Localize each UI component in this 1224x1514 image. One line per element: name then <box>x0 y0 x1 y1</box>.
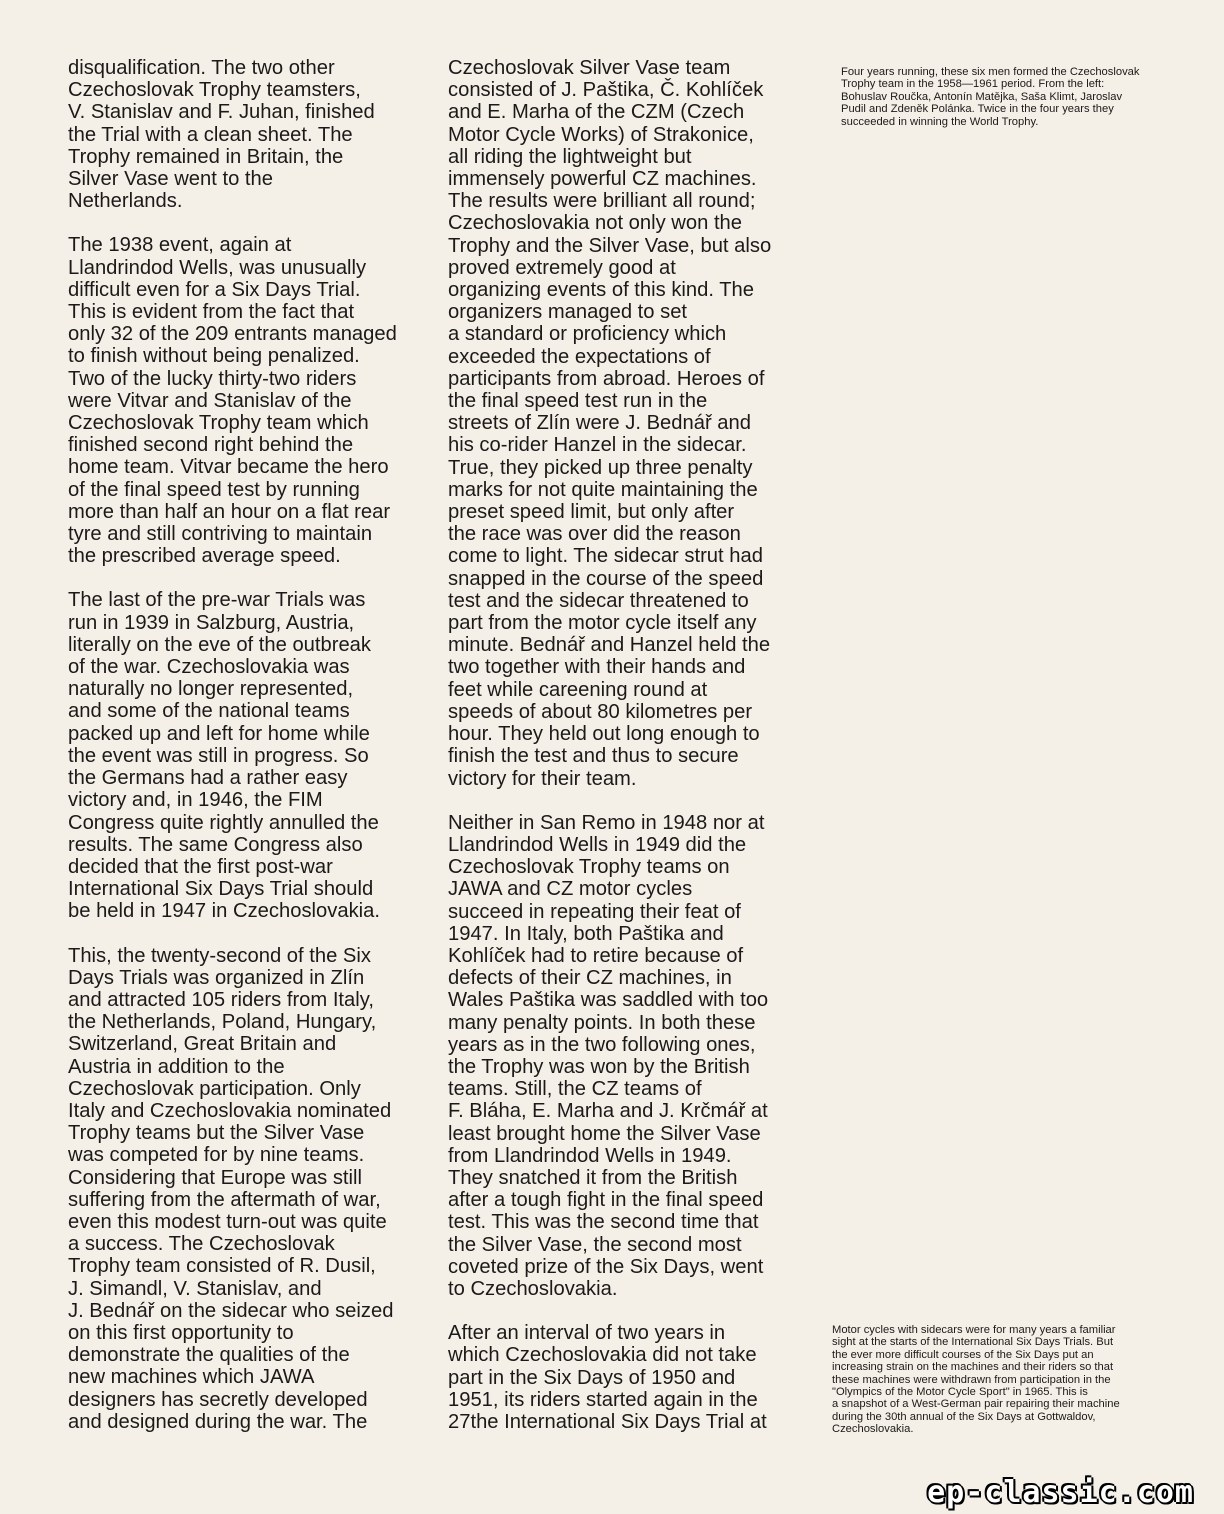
photo-caption-top: Four years running, these six men formed the Czechoslovak Trophy team in the 1958—1961 period. From the left: Bohuslav Roučka, Antonín Matějka, Saša Klimt, Jaroslav Pudil and Zdeněk Polánka. Twice in the four years they succeeded in winning the World Trophy. <box>841 66 1140 128</box>
site-watermark: ep-classic.com <box>927 1475 1194 1510</box>
text-column-left <box>68 57 440 1433</box>
paragraph: Neither in San Remo in 1948 nor at Llandrindod Wells in 1949 did the Czechoslovak Trophy teams on JAWA and CZ motor cycles succeed in repeating their feat of 1947. In Italy, both Paštika and Kohlíček had to retire because of defects of their CZ machines, in Wales Paštika was saddled with too many penalty points. In both these years as in the two following ones, the Trophy was won by the British teams. Still, the CZ teams of F. Bláha, E. Marha and J. Krčmář at least brought home the Silver Vase from Llandrindod Wells in 1949. They snatched it from the British after a tough fight in the final speed test. This was the second time that the Silver Vase, the second most coveted prize of the Six Days, went to Czechoslovakia. <box>448 811 769 1300</box>
paragraph: The last of the pre-war Trials was run in 1939 in Salzburg, Austria, literally on the eve of the outbreak of the war. Czechoslovakia was naturally no longer represented, and some of the national teams packed up and left for home while the event was still in progress. So the Germans had a rather easy victory and, in 1946, the FIM Congress quite rightly annulled the results. The same Congress also decided that the first post-war International Six Days Trial should be held in 1947 in Czechoslovakia. <box>68 589 380 923</box>
paragraph: disqualification. The two other Czechoslovak Trophy teamsters, V. Stanislav and F. Juhan, finished the Trial with a clean sheet. The Trophy remained in Britain, the Silver Vase went to the Netherlands. <box>68 57 375 213</box>
text-column-middle <box>448 57 818 1433</box>
paragraph: After an interval of two years in which Czechoslovakia did not take part in the Six Days of 1950 and 1951, its riders started again in the 27the International Six Days Trial at <box>448 1322 767 1433</box>
paragraph: The 1938 event, again at Llandrindod Wells, was unusually difficult even for a Six Days Trial. This is evident from the fact that only 32 of the 209 entrants managed to finish without being penalized. Two of the lucky thirty-two riders were Vitvar and Stanislav of the Czechoslovak Trophy team which finished second right behind the home team. Vitvar became the hero of the final speed test by running more than half an hour on a flat rear tyre and still contriving to maintain the prescribed average speed. <box>68 234 397 568</box>
photo-caption-bottom: Motor cycles with sidecars were for many years a familiar sight at the starts of the International Six Days Trials. But the ever more difficult courses of the Six Days put an increasing strain on the machines and their riders so that these machines were withdrawn from participation in the "Olympics of the Motor Cycle Sport" in 1965. This is a snapshot of a West-German pair repairing their machine during the 30th annual of the Six Days at Gottwaldov, Czechoslovakia. <box>832 1324 1120 1436</box>
paragraph: This, the twenty-second of the Six Days Trials was organized in Zlín and attracted 105 riders from Italy, the Netherlands, Poland, Hungary, Switzerland, Great Britain and Austria in addition to the Czechoslovak participation. Only Italy and Czechoslovakia nominated Trophy teams but the Silver Vase was competed for by nine teams. Considering that Europe was still suffering from the aftermath of war, even this modest turn-out was quite a success. The Czechoslovak Trophy team consisted of R. Dusil, J. Simandl, V. Stanislav, and J. Bednář on the sidecar who seized on this first opportunity to demonstrate the qualities of the new machines which JAWA designers has secretly developed and designed during the war. The <box>68 944 394 1433</box>
paragraph: Czechoslovak Silver Vase team consisted of J. Paštika, Č. Kohlíček and E. Marha of the CZM (Czech Motor Cycle Works) of Strakonice, all riding the lightweight but immensely powerful CZ machines. The results were brilliant all round; Czechoslovakia not only won the Trophy and the Silver Vase, but also proved extremely good at organizing events of this kind. The organizers managed to set a standard or proficiency which exceeded the expectations of participants from abroad. Heroes of the final speed test run in the streets of Zlín were J. Bednář and his co-rider Hanzel in the sidecar. True, they picked up three penalty marks for not quite maintaining the preset speed limit, but only after the race was over did the reason come to light. The sidecar strut had snapped in the course of the speed test and the sidecar threatened to part from the motor cycle itself any minute. Bednář and Hanzel held the two together with their hands and feet while careening round at speeds of about 80 kilometres per hour. They held out long enough to finish the test and thus to secure victory for their team. <box>448 57 772 790</box>
